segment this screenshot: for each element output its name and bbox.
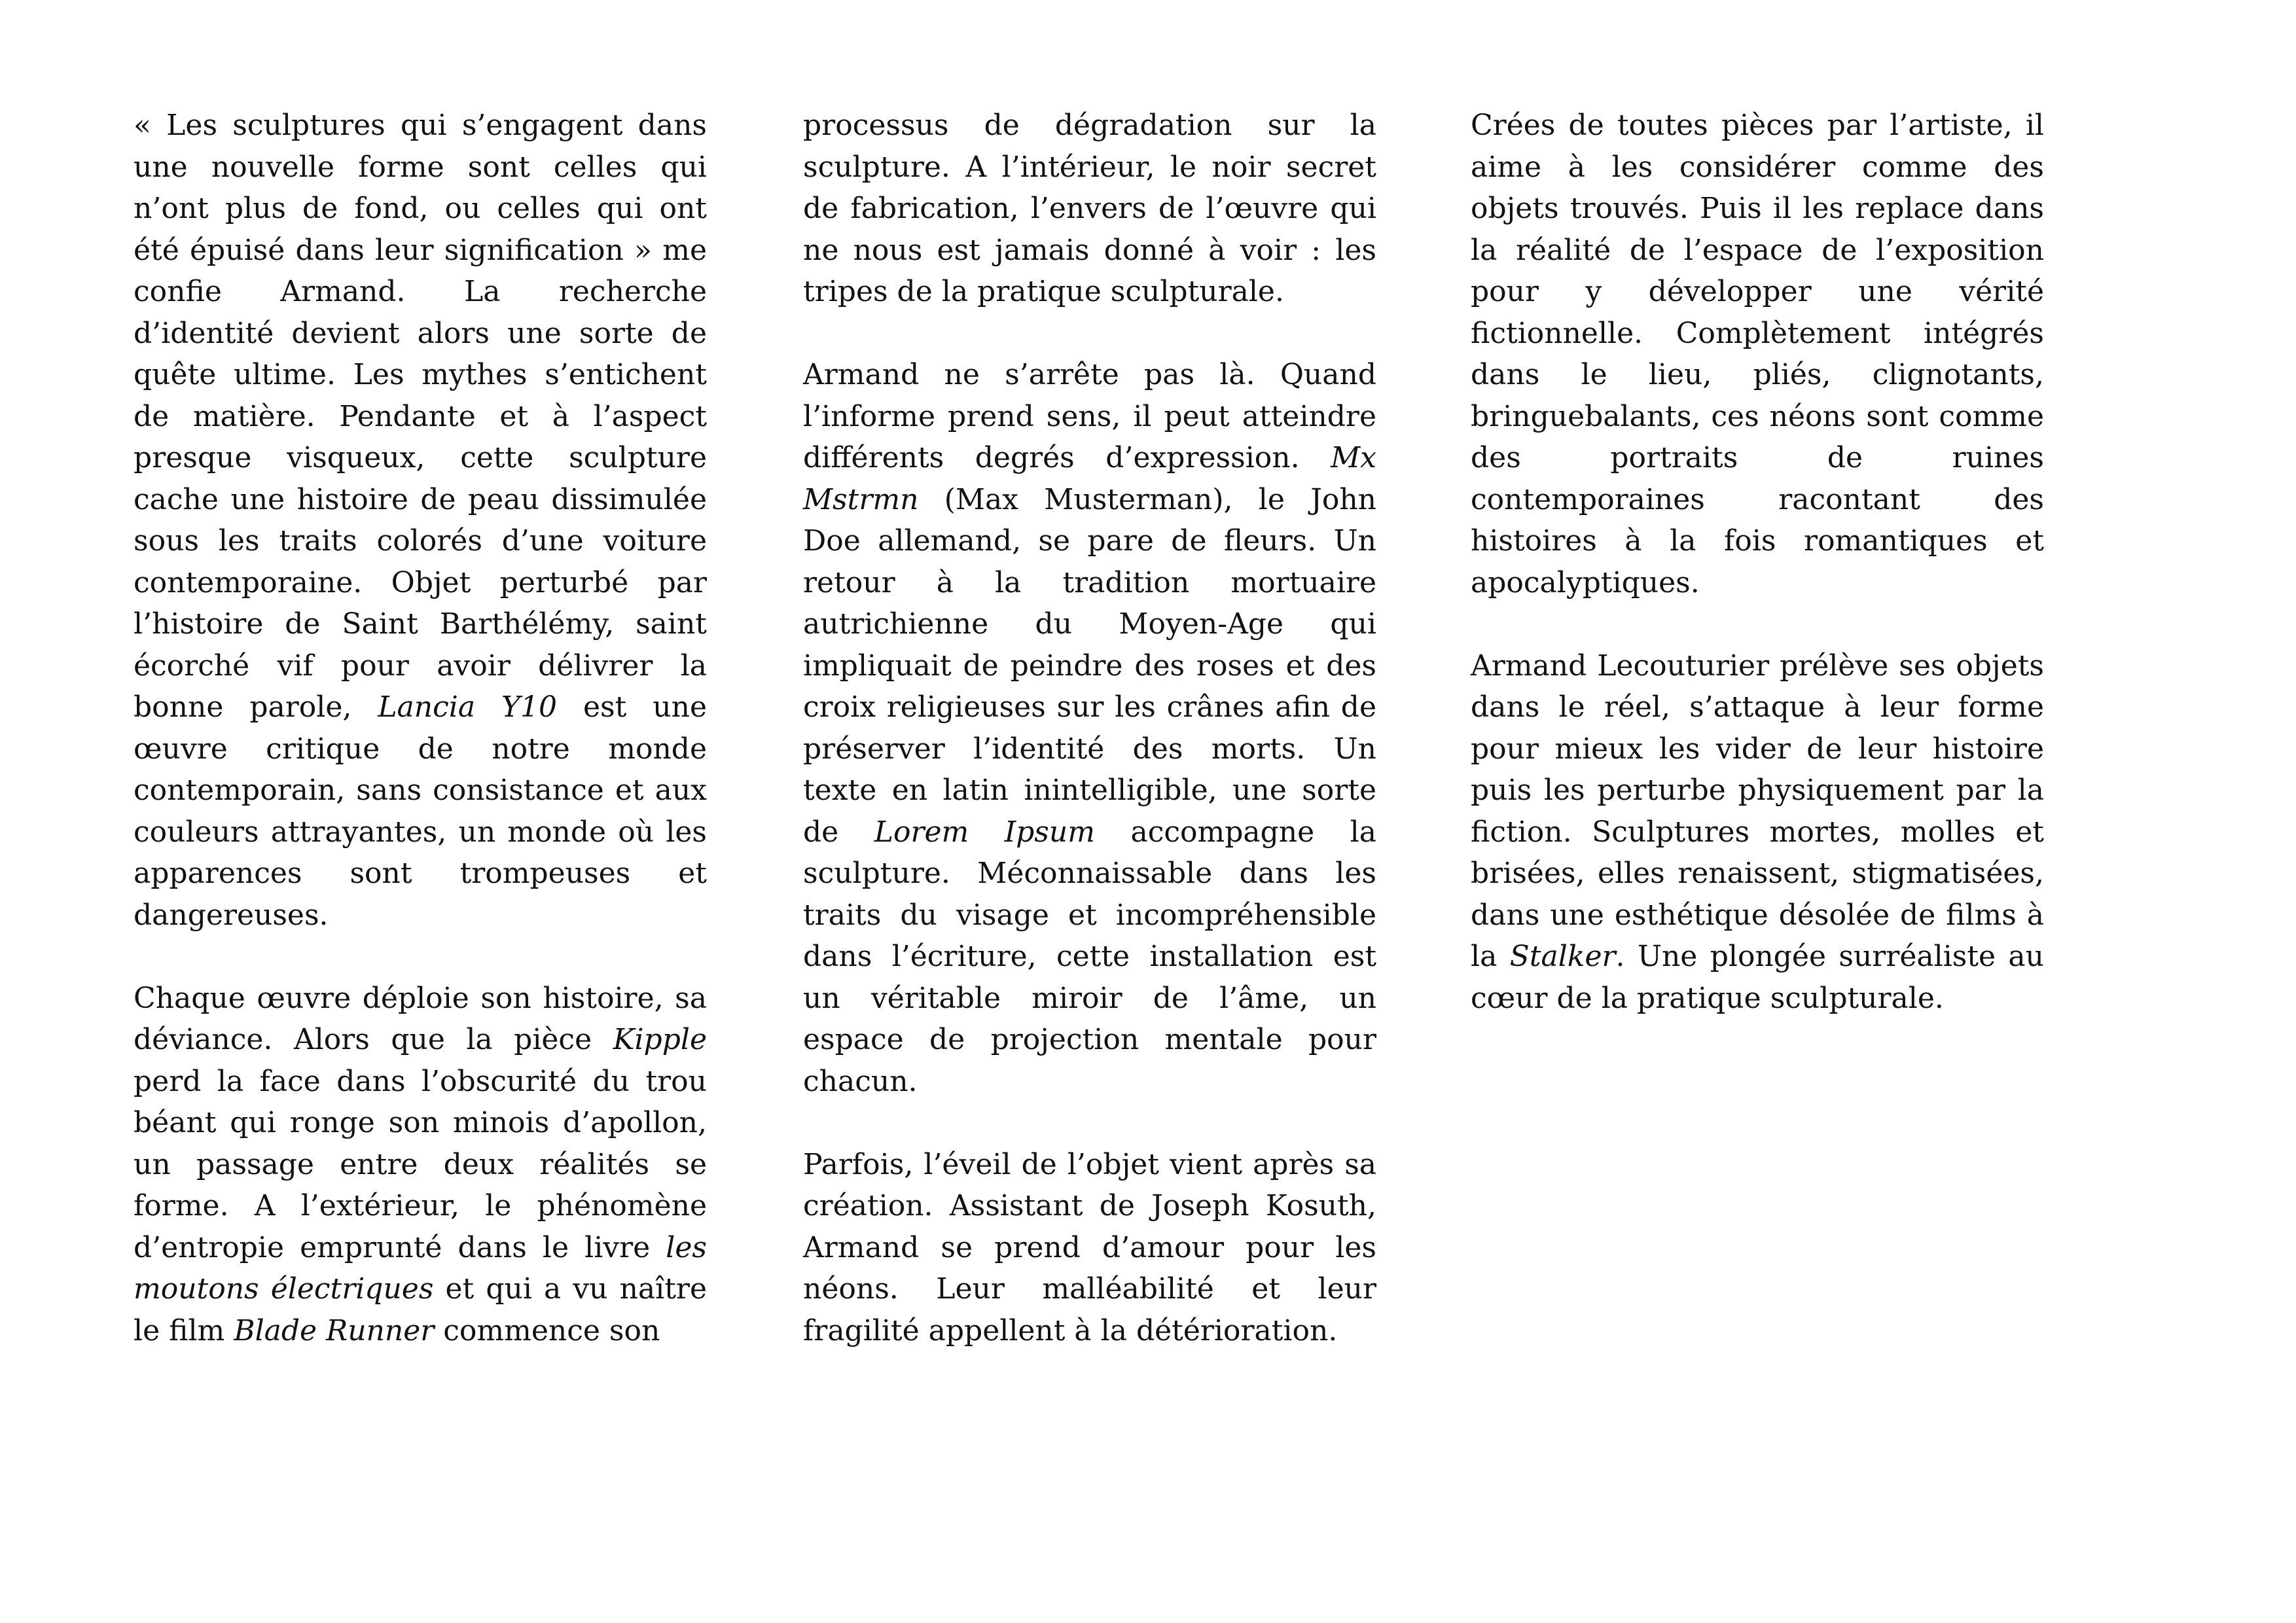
text-segment: (Max Musterman), le John Doe allemand, se pare de fleurs. Un retour à la tradition mortuaire autrichienne du Moyen-Age qui impliquait de peindre des roses et des croix religieuses sur les crânes afin de préserver l’identité des morts. Un texte en latin inintelligible, une sorte de: [803, 482, 1376, 849]
text-segment: Armand ne s’arrête pas là. Quand l’informe prend sens, il peut atteindre différents degrés d’expression.: [803, 358, 1376, 474]
paragraph: [803, 1144, 1376, 1352]
text-segment: et qui a vu naître le film: [134, 1272, 707, 1347]
text-segment: Parfois, l’éveil de l’objet vient après sa création. Assistant de Joseph Kosuth, Armand se prend d’amour pour les néons. Leur malléabilité et leur fragilité appellent à la détérioration.: [803, 1147, 1376, 1347]
film-title-blade-runner: Blade Runner: [234, 1313, 435, 1347]
text-segment: « Les sculptures qui s’engagent dans une nouvelle forme sont celles qui n’ont plus de fond, ou celles qui ont été épuisé dans leur signification » me confie Armand. La recherche d’identité devient alors une sorte de quête ultime. Les mythes s’entichent de matière. Pendante et à l’aspect presque visqueux, cette sculpture cache une histoire de peau dissimulée sous les traits colorés d’une voiture contemporaine. Objet perturbé par l’histoire de Saint Barthélémy, saint écorché vif pour avoir délivrer la bonne parole,: [134, 109, 707, 724]
text-segment: Crées de toutes pièces par l’artiste, il aime à les considérer comme des objets trouvés. Puis il les replace dans la réalité de l’espace de l’exposition pour y développer une vérité fictionnelle. Complètement intégrés dans le lieu, pliés, clignotants, bringuebalants, ces néons sont comme des portraits de ruines contemporaines racontant des histoires à la fois romantiques et apocalyptiques.: [1471, 109, 2044, 599]
paragraph: [803, 105, 1376, 313]
text-segment: Armand Lecouturier prélève ses objets dans le réel, s’attaque à leur forme pour mieux les vider de leur histoire puis les perturbe physiquement par la fiction. Sculptures mortes, molles et brisées, elles renaissent, stigmatisées, dans une esthétique désolée de films à la: [1471, 649, 2044, 973]
lorem-ipsum-term: Lorem Ipsum: [874, 815, 1095, 849]
text-segment: est une œuvre critique de notre monde contemporain, sans consistance et aux couleurs attrayantes, un monde où les apparences sont trompeuses et dangereuses.: [134, 690, 707, 932]
artwork-title-mx-mstrmn: Mx Mstrmn: [803, 441, 1376, 516]
text-segment: perd la face dans l’obscurité du trou béant qui ronge son minois d’apollon, un passage entre deux réalités se forme. A l’extérieur, le phénomène d’entropie emprunté dans le livre: [134, 1064, 707, 1264]
paragraph: [134, 105, 707, 936]
text-column-3: [1471, 105, 2044, 1019]
paragraph: [1471, 105, 2044, 603]
text-column-2: [803, 105, 1376, 1351]
paragraph: [134, 978, 707, 1352]
artwork-title-lancia-y10: Lancia Y10: [378, 690, 558, 724]
book-title: les moutons électriques: [134, 1230, 707, 1306]
artwork-title-kipple: Kipple: [613, 1023, 707, 1056]
paragraph: [1471, 645, 2044, 1020]
text-segment: . Une plongée surréaliste au cœur de la pratique sculpturale.: [1471, 940, 2044, 1015]
paragraph: [803, 354, 1376, 1102]
text-segment: Chaque œuvre déploie son histoire, sa déviance. Alors que la pièce: [134, 981, 707, 1056]
text-segment: accompagne la sculpture. Méconnaissable dans les traits du visage et incompréhensible dans l’écriture, cette installation est un véritable miroir de l’âme, un espace de projection mentale pour chacun.: [803, 815, 1376, 1098]
text-column-1: [134, 105, 707, 1351]
text-segment: commence son: [434, 1313, 660, 1347]
film-title-stalker: Stalker: [1509, 940, 1616, 973]
text-segment: processus de dégradation sur la sculpture. A l’intérieur, le noir secret de fabrication, l’envers de l’œuvre qui ne nous est jamais donné à voir : les tripes de la pratique sculpturale.: [803, 109, 1376, 308]
